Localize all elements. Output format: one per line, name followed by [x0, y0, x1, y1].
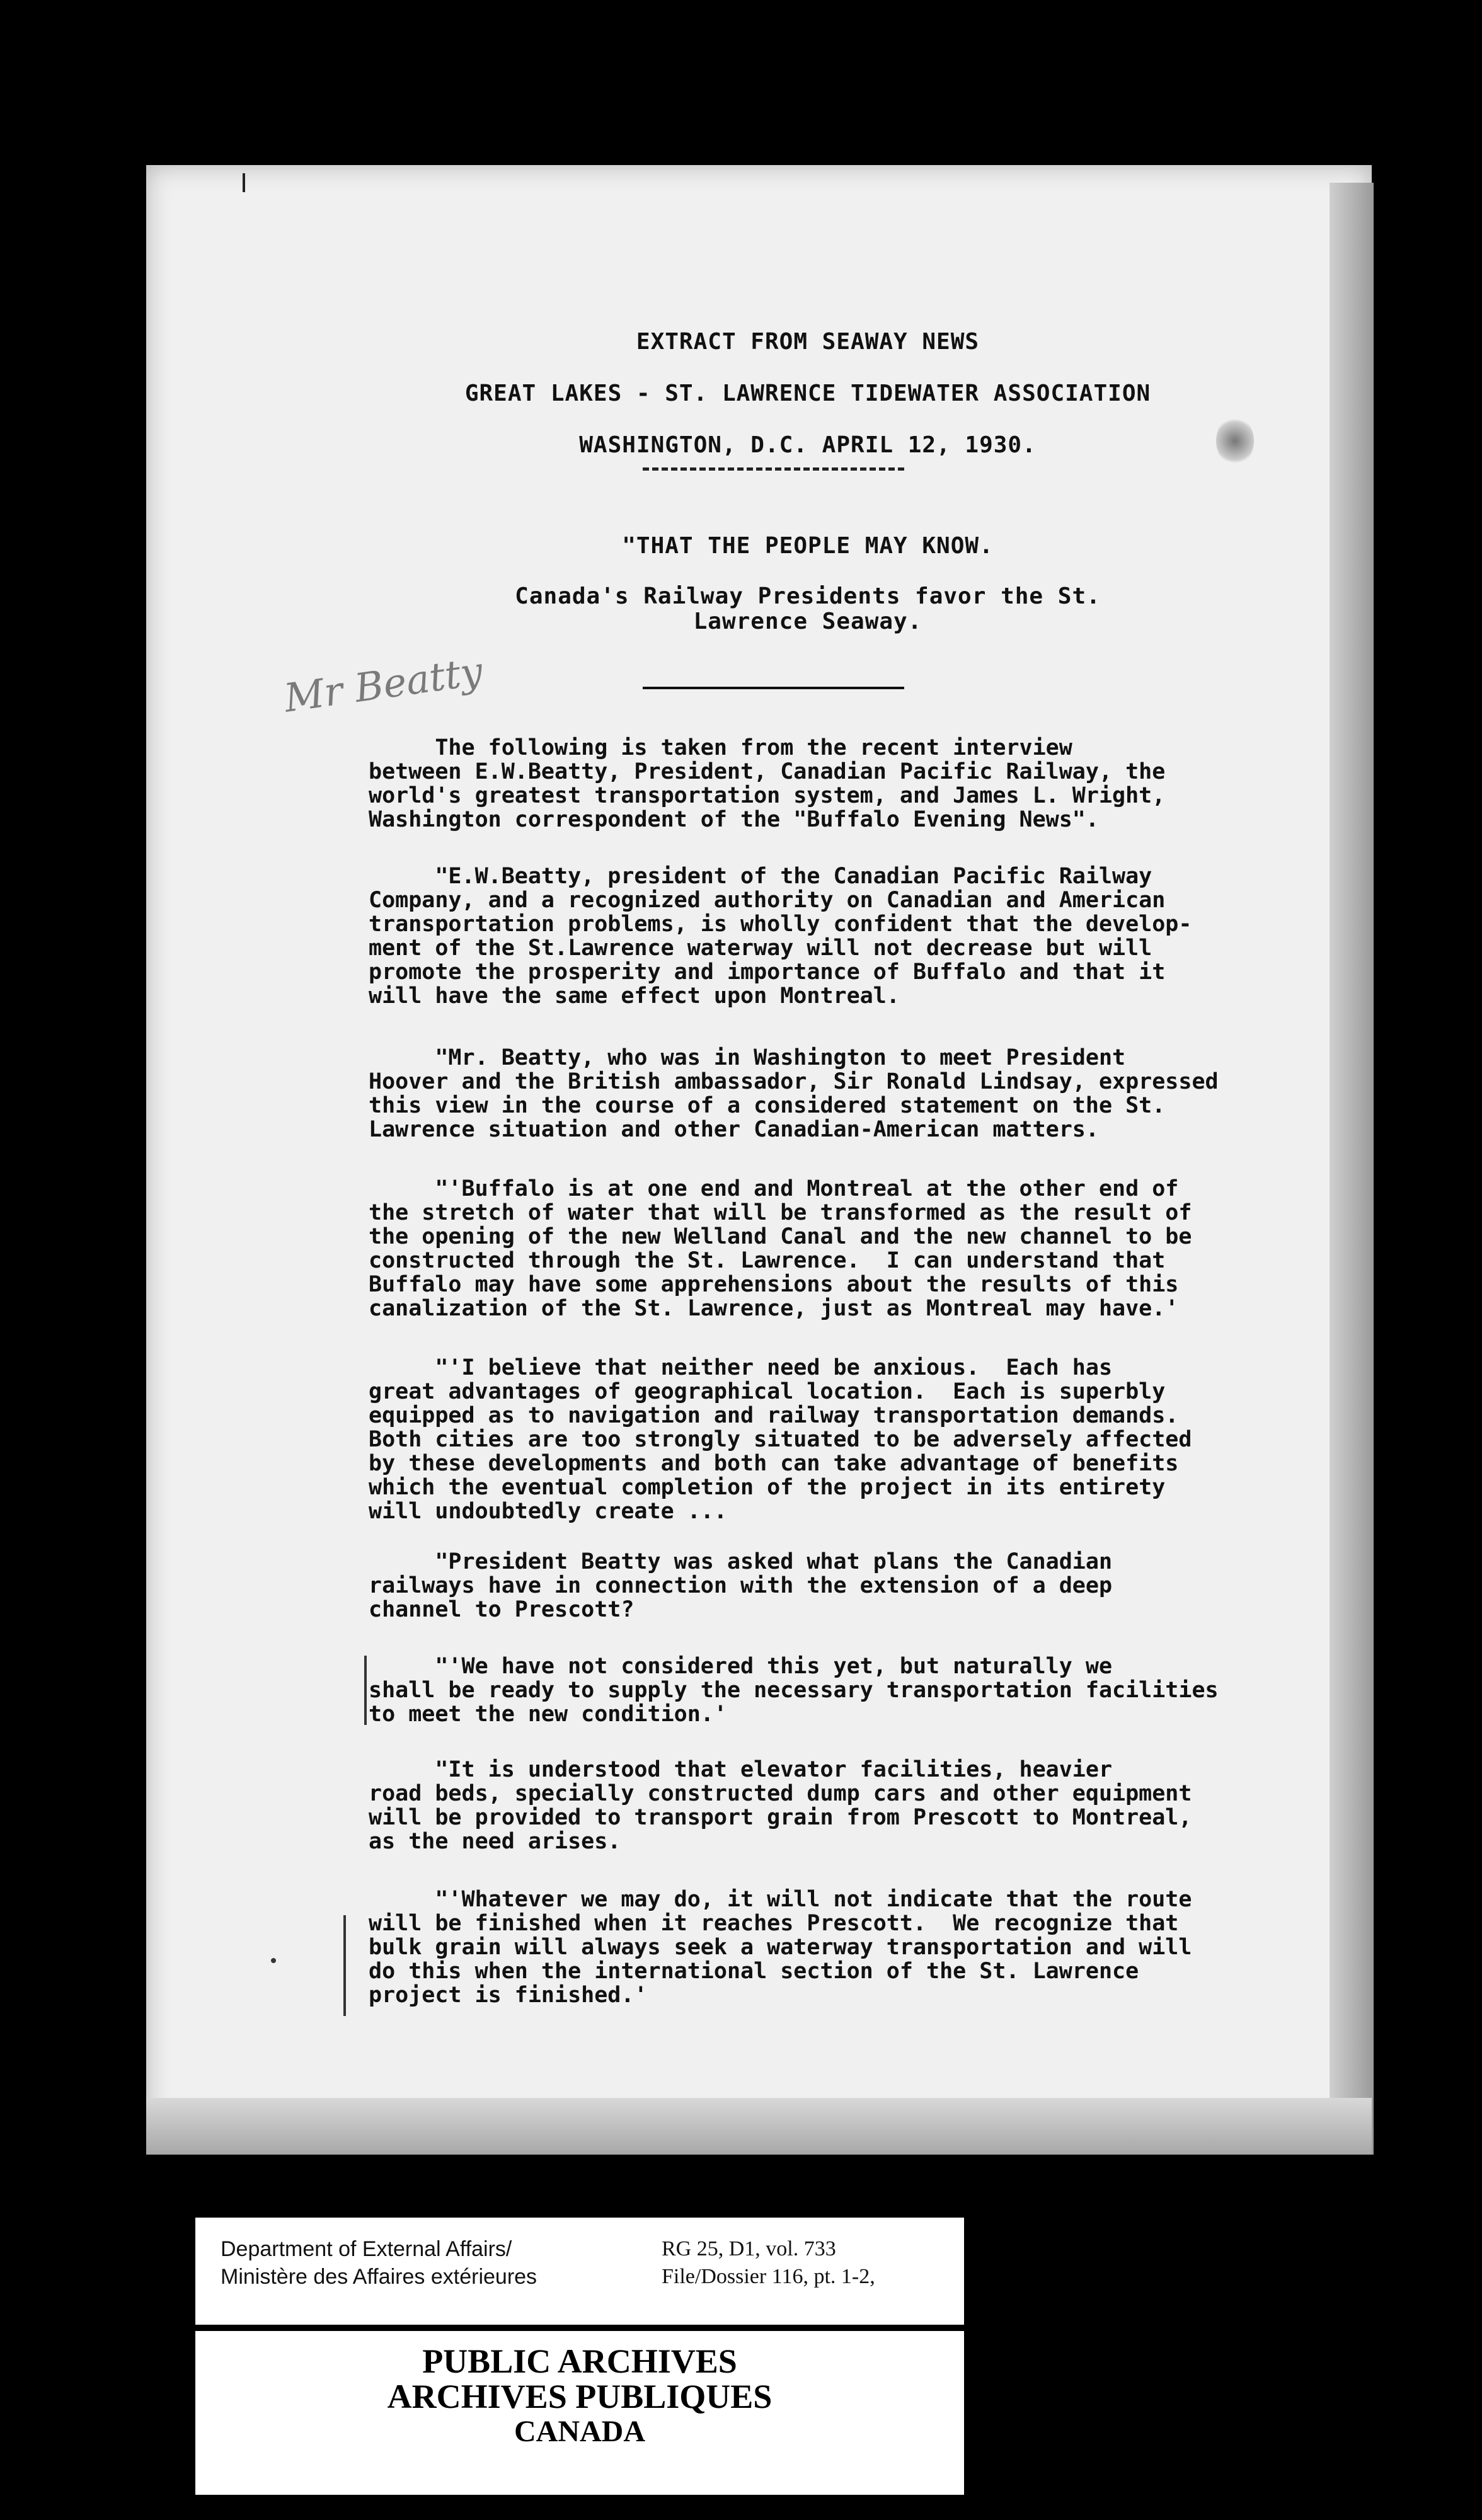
heading-line-1: EXTRACT FROM SEAWAY NEWS	[636, 329, 980, 355]
page-edge-shadow	[1330, 183, 1374, 2155]
dept-line-2: Ministère des Affaires extérieures	[221, 2265, 537, 2289]
paragraph-1: The following is taken from the recent interview between E.W.Beatty, President, Canadian Pacific Railway, the world's greatest transportation system, and James L. Wright, Washington correspondent of the "Buffalo Evening News".	[369, 735, 1166, 832]
margin-bracket-1	[364, 1656, 367, 1725]
margin-dot	[271, 1958, 276, 1963]
paragraph-9: "'Whatever we may do, it will not indicate that the route will be finished when it reaches Prescott. We recognize that bulk grain will always seek a waterway transportation and will do this when the international section of the St. Lawrence project is finished.'	[369, 1887, 1192, 2008]
margin-tick	[243, 173, 245, 192]
paragraph-2: "E.W.Beatty, president of the Canadian Pacific Railway Company, and a recognized authority on Canadian and American transportation problems, is wholly confident that the develop- ment of the St.Lawrence waterway will not decrease but will promote the prosperity and importance of Buffalo and that it will have the same effect upon Montreal.	[369, 864, 1192, 1009]
dept-line-1: Department of External Affairs/	[221, 2237, 512, 2261]
stamp-line-2: ARCHIVES PUBLIQUES	[387, 2378, 773, 2415]
stamp-line-1: PUBLIC ARCHIVES	[422, 2342, 737, 2380]
paragraph-6: "President Beatty was asked what plans the Canadian railways have in connection with the extension of a deep channel to Prescott?	[369, 1549, 1113, 1622]
stamp-line-3: CANADA	[514, 2415, 645, 2448]
archive-reference-label	[195, 2218, 964, 2325]
handwritten-note: Mr Beatty	[281, 648, 486, 721]
paragraph-3: "Mr. Beatty, who was in Washington to meet President Hoover and the British ambassador, Sir Ronald Lindsay, expressed this view in the course of a considered statement on the St. Lawrence situation and other Canadian-American matters.	[369, 1045, 1219, 1142]
subhead-title-line-2: Lawrence Seaway.	[693, 609, 922, 634]
margin-bracket-2	[343, 1915, 346, 2016]
subhead-title-line-1: Canada's Railway Presidents favor the St.	[515, 583, 1101, 609]
dashed-underline	[643, 467, 904, 471]
paragraph-8: "It is understood that elevator facilities, heavier road beds, specially constructed dump cars and other equipment will be provided to transport grain from Prescott to Montreal, as the need arises.	[369, 1757, 1192, 1854]
subhead-quote: "THAT THE PEOPLE MAY KNOW.	[622, 533, 994, 559]
ref-line-2: File/Dossier 116, pt. 1-2,	[662, 2265, 875, 2288]
paragraph-4: "'Buffalo is at one end and Montreal at the other end of the stretch of water that will be transformed as the result of the opening of the new Welland Canal and the new channel to be constructed through the St. Lawrence. I can understand that Buffalo may have some apprehensions about the results of this canalization of the St. Lawrence, just as Montreal may have.'	[369, 1176, 1192, 1321]
ref-line-1: RG 25, D1, vol. 733	[662, 2237, 836, 2260]
paragraph-5: "'I believe that neither need be anxious. Each has great advantages of geographical location. Each is superbly equipped as to navigation and railway transportation demands. Both cities are too strongly situated to be adversely affected by these developments and both can take advantage of benefits which the eventual completion of the project in its entirety will undoubtedly create ...	[369, 1355, 1192, 1524]
public-archives-stamp	[195, 2331, 964, 2495]
page-bottom-shadow	[146, 2098, 1372, 2155]
heading-line-3: WASHINGTON, D.C. APRIL 12, 1930.	[579, 432, 1037, 458]
section-rule	[643, 687, 904, 689]
heading-line-2: GREAT LAKES - ST. LAWRENCE TIDEWATER ASSOCIATION	[464, 381, 1151, 406]
document-page	[146, 165, 1372, 2155]
paragraph-7: "'We have not considered this yet, but naturally we shall be ready to supply the necessary transportation facilities to meet the new condition.'	[369, 1654, 1219, 1727]
